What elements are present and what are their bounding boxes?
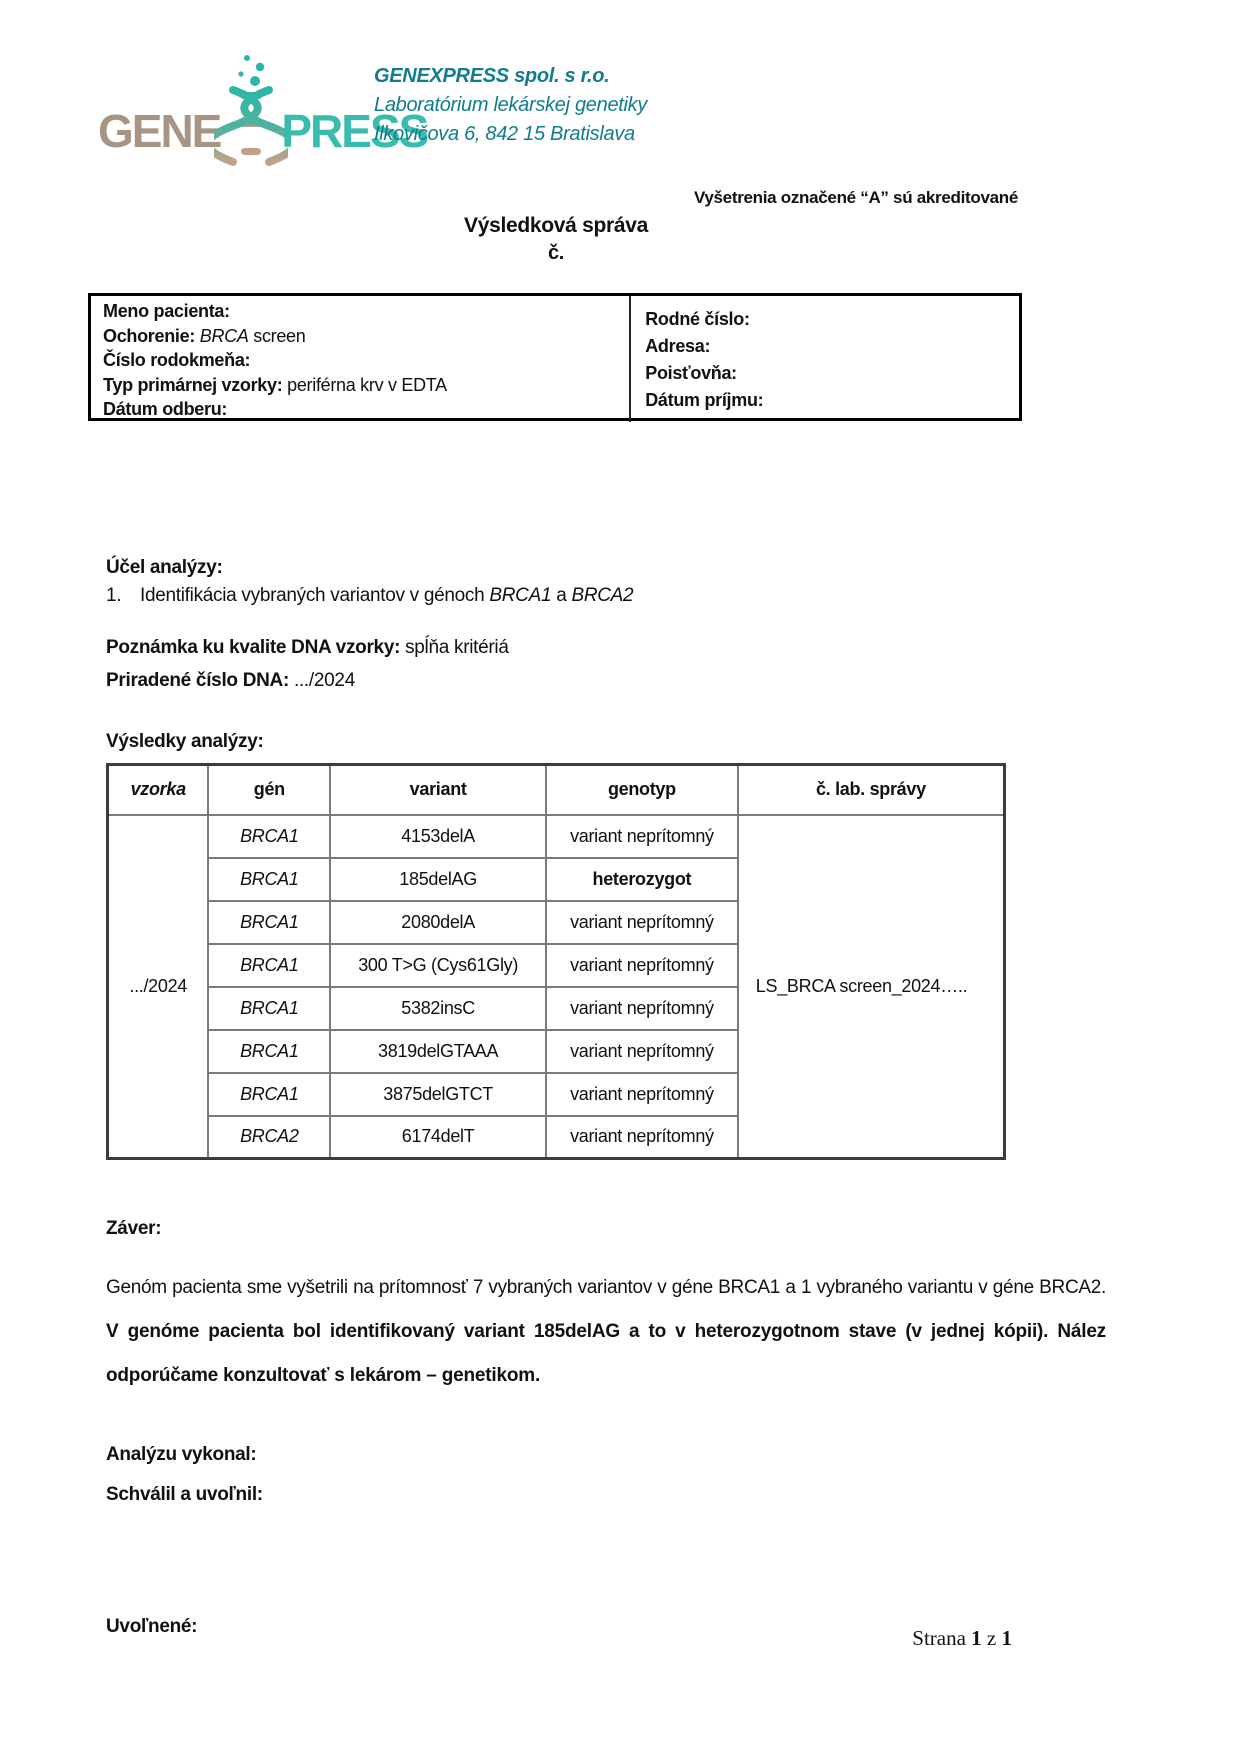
released-label: Uvoľnené: (106, 1616, 198, 1637)
sample-type-value: periférna krv v EDTA (282, 374, 447, 395)
patient-info-box (88, 293, 1022, 421)
table-row (108, 815, 1005, 858)
gene-brca1: BRCA1 (489, 585, 552, 606)
header-vzorka: vzorka (108, 765, 209, 815)
variant-cell: 5382insC (330, 987, 546, 1030)
disease-label: Ochorenie: (103, 325, 196, 346)
report-title-block (106, 212, 1006, 266)
pedigree-row (103, 348, 621, 373)
purpose-text-mid: a (551, 585, 572, 606)
approved-by-label: Schválil a uvoľnil: (106, 1484, 263, 1505)
patient-name-label: Meno pacienta: (103, 301, 230, 321)
birth-number-row (645, 306, 1011, 333)
page-word: Strana (912, 1626, 972, 1650)
disease-value: screen (248, 325, 306, 346)
address-label: Adresa: (645, 336, 711, 356)
company-address: Ilkovičova 6, 842 15 Bratislava (374, 123, 635, 145)
variant-cell: 4153delA (330, 815, 546, 858)
variant-cell: 2080delA (330, 901, 546, 944)
conclusion-heading: Záver: (106, 1218, 162, 1239)
report-title: Výsledková správa (463, 214, 649, 237)
page-number-footer (106, 1626, 1012, 1651)
results-table (106, 763, 1006, 1160)
variant-cell: 3875delGTCT (330, 1073, 546, 1116)
company-name: GENEXPRESS spol. s r.o. (374, 65, 610, 87)
sample-type-label: Typ primárnej vzorky: (103, 374, 283, 395)
patient-info-left-column (91, 296, 629, 422)
genotype-cell: variant neprítomný (546, 901, 738, 944)
pedigree-label: Číslo rodokmeňa: (103, 350, 251, 370)
gene-cell: BRCA1 (208, 987, 330, 1030)
conclusion-text-bold: V genóme pacienta bol identifikovaný variant 185delAG a to v heterozygotnom stave (v jednej kópii). Nález odporúčame konzultovať s lekárom – genetikom. (106, 1321, 1106, 1386)
variant-cell: 300 T>G (Cys61Gly) (330, 944, 546, 987)
dna-quality-section (106, 631, 509, 697)
header-lab-report: č. lab. správy (738, 765, 1005, 815)
company-lab-line: Laboratórium lekárskej genetiky (374, 94, 648, 116)
conclusion-paragraph (106, 1266, 1106, 1398)
genotype-cell: variant neprítomný (546, 987, 738, 1030)
header-gen: gén (208, 765, 330, 815)
genotype-cell: variant neprítomný (546, 1030, 738, 1073)
purpose-text: Identifikácia vybraných variantov v génoch (140, 585, 490, 606)
genotype-cell: variant neprítomný (546, 1116, 738, 1159)
variant-cell: 185delAG (330, 858, 546, 901)
genotype-cell: variant neprítomný (546, 944, 738, 987)
page-total: 1 (1001, 1626, 1012, 1650)
analysis-purpose-item (106, 582, 633, 610)
gene-cell: BRCA1 (208, 1030, 330, 1073)
receipt-date-row (645, 387, 1011, 414)
dna-number-row (106, 664, 509, 697)
disease-row (103, 324, 621, 349)
company-info (374, 62, 647, 149)
table-header-row (108, 765, 1005, 815)
gene-cell: BRCA2 (208, 1116, 330, 1159)
insurance-label: Poisťovňa: (645, 363, 737, 383)
insurance-row (645, 360, 1011, 387)
accreditation-note: Vyšetrenia označené “A” sú akreditované (693, 188, 1018, 207)
variant-cell: 6174delT (330, 1116, 546, 1159)
genotype-cell: heterozygot (546, 858, 738, 901)
genotype-cell: variant neprítomný (546, 815, 738, 858)
conclusion-text-normal: Genóm pacienta sme vyšetrili na prítomnosť 7 vybraných variantov v géne BRCA1 a 1 vybraného variantu v géne BRCA2. (106, 1277, 1106, 1298)
gene-brca2: BRCA2 (571, 585, 634, 606)
dna-quality-label: Poznámka ku kvalite DNA vzorky: (106, 637, 401, 658)
variant-cell: 3819delGTAAA (330, 1030, 546, 1073)
dna-number-value: .../2024 (289, 670, 355, 691)
birth-number-label: Rodné číslo: (645, 309, 750, 329)
genotype-cell: variant neprítomný (546, 1073, 738, 1116)
logo-text-press: PRESS (281, 105, 428, 157)
gene-cell: BRCA1 (208, 901, 330, 944)
logo-text-gene: GENE (98, 105, 221, 157)
list-item-number: 1. (106, 585, 122, 606)
gene-cell: BRCA1 (208, 815, 330, 858)
results-heading: Výsledky analýzy: (106, 731, 264, 752)
gene-cell: BRCA1 (208, 1073, 330, 1116)
performed-by-label: Analýzu vykonal: (106, 1444, 257, 1465)
report-number-label: č. (547, 242, 565, 264)
lab-report-cell: LS_BRCA screen_2024….. (738, 815, 1005, 1159)
receipt-date-label: Dátum príjmu: (645, 390, 764, 410)
dna-number-label: Priradené číslo DNA: (106, 670, 289, 691)
collection-date-row (103, 397, 621, 422)
analysis-purpose-heading: Účel analýzy: (106, 557, 223, 578)
patient-info-right-column (629, 296, 1019, 422)
dna-quality-row (106, 631, 509, 664)
dna-quality-value: spĺňa kritériá (400, 637, 509, 658)
of-word: z (981, 1626, 1002, 1650)
page-number: 1 (971, 1626, 982, 1650)
sample-id-cell: .../2024 (108, 815, 209, 1159)
sample-type-row (103, 373, 621, 398)
header-variant: variant (330, 765, 546, 815)
address-row (645, 333, 1011, 360)
disease-gene: BRCA (195, 325, 249, 346)
gene-cell: BRCA1 (208, 944, 330, 987)
collection-date-label: Dátum odberu: (103, 399, 228, 419)
patient-name-row (103, 299, 621, 324)
analysis-purpose-section (106, 554, 633, 610)
header-genotyp: genotyp (546, 765, 738, 815)
dna-helix-icon (214, 52, 288, 174)
gene-cell: BRCA1 (208, 858, 330, 901)
